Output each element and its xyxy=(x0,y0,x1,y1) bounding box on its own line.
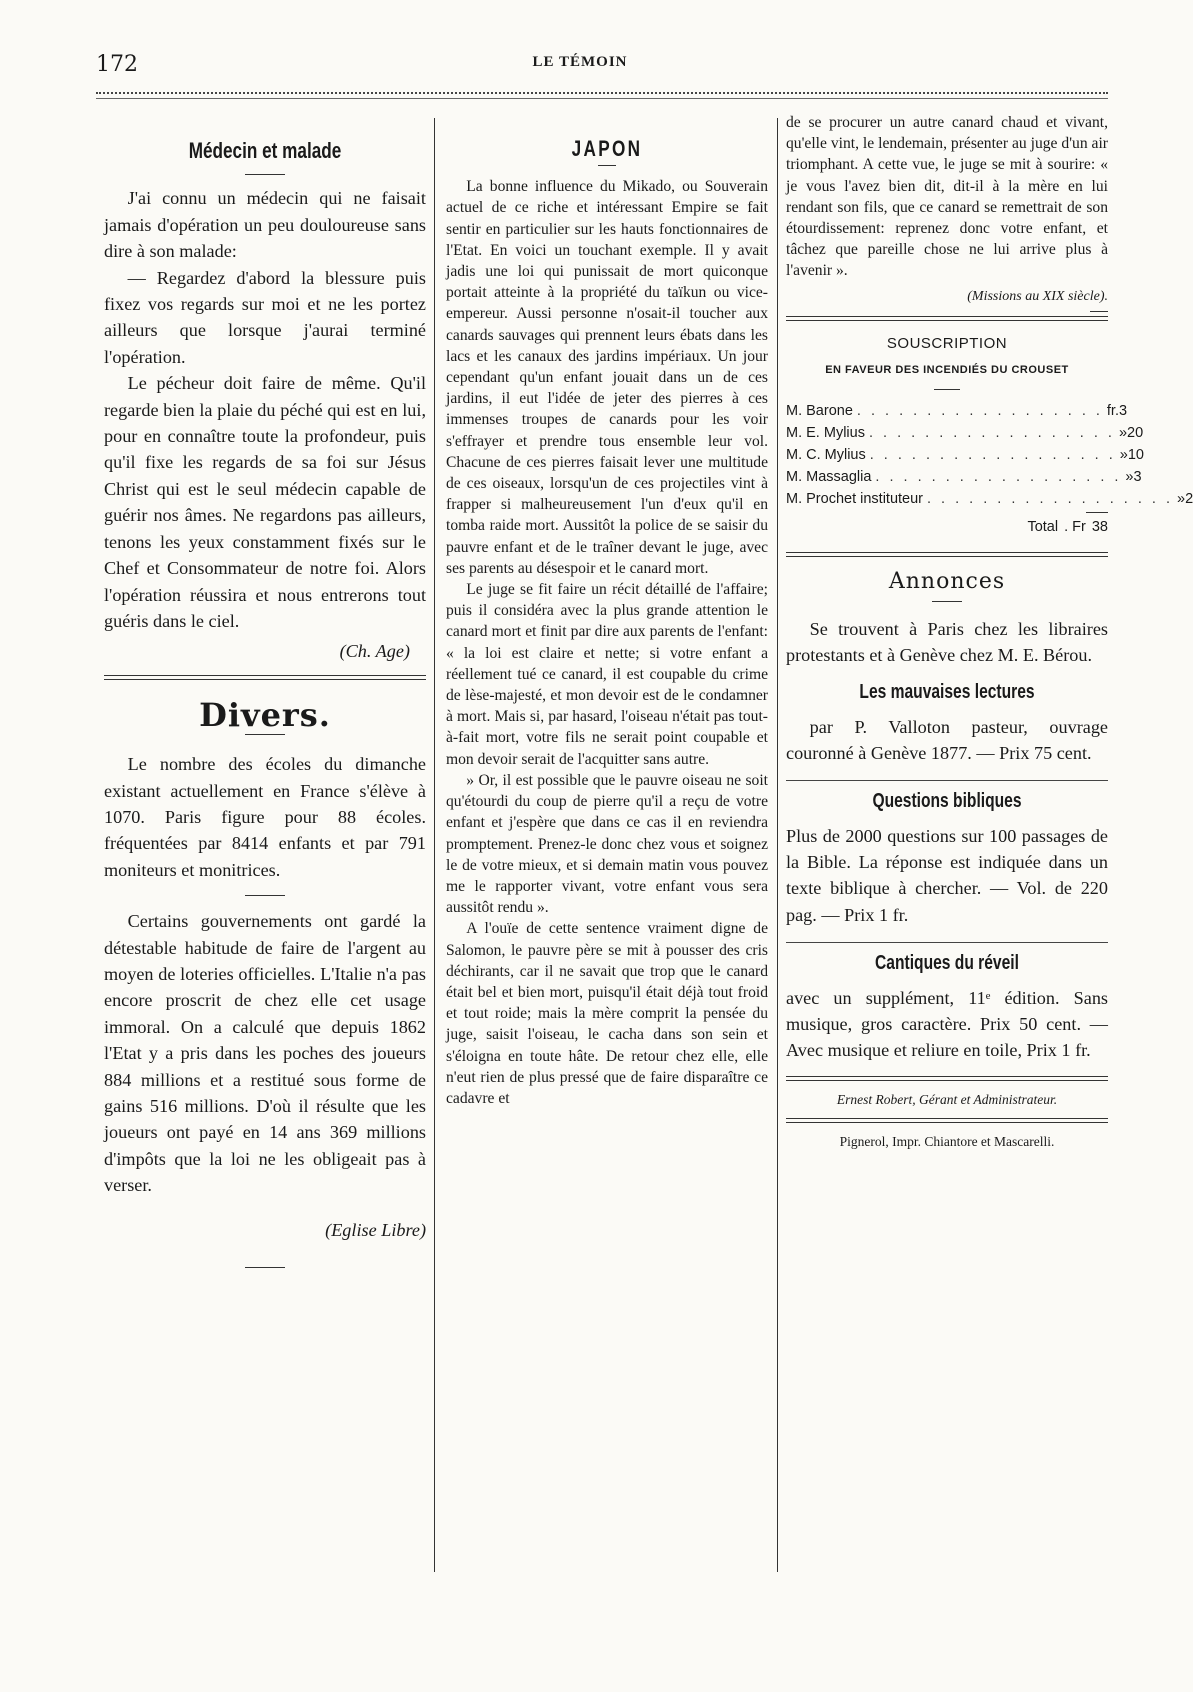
subscription-row xyxy=(786,444,1144,466)
subscriber-name: M. C. Mylius xyxy=(786,447,866,464)
article-paragraph: Le juge se fit faire un récit détaillé de l'affaire; puis il considéra avec la plus grande attention le canard mort et finit par dire aux parents de l'enfant: « la loi est claire et nette; si votre enfant a réellement tué ce canard, il est coupable du crime de lèse-majesté, et mon devoir est de le condamner à mort. Mais si, par hasard, l'oiseau n'était pas tout-à-fait mort, votre fils ne serait point coupable et mon devoir serait de l'acquitter sans autre. xyxy=(446,581,768,768)
annonces-title: Annonces xyxy=(888,569,1006,595)
subscription-title: SOUSCRIPTION xyxy=(886,334,1008,352)
subscription-amount: 2 xyxy=(1185,491,1193,508)
masthead-title: LE TÉMOIN xyxy=(532,54,628,70)
column-2 xyxy=(446,112,768,1109)
separator-dash xyxy=(245,734,285,735)
ad-title-mauvaises-lectures: Les mauvaises lectures xyxy=(859,681,1035,704)
article-paragraph: — Regardez d'abord la blessure puis fixez vos regards sur moi et ne les portez ailleurs que lorsque j'aurai terminé l'opération. xyxy=(104,267,426,367)
ad-text: par P. Valloton pasteur, ouvrage couronné à Genève 1877. — Prix 75 cent. xyxy=(786,716,1108,764)
subscriber-name: M. Barone xyxy=(786,403,853,420)
section-rule xyxy=(786,1118,1108,1123)
article-paragraph: Certains gouvernements ont gardé la détestable habitude de faire de l'argent au moyen de loteries officielles. L'Italie n'a pas encore proscrit de chez elle cet usage immoral. On a calculé que depuis 1862 l'Etat y a pris dans les poches des joueurs 884 millions et a restitué sous forme de gains 516 millions. D'où il résulte que les joueurs ont payé en 14 ans 369 millions d'impôts que la loi ne les obligeait pas à verser. xyxy=(104,911,426,1196)
section-rule xyxy=(786,1076,1108,1081)
subscriber-name: M. Massaglia xyxy=(786,469,872,486)
article-paragraph: de se procurer un autre canard chaud et vivant, qu'elle vint, le lendemain, présenter au juge d'un air triomphant. A cette vue, le juge se mit à sourire: « je vous l'avez bien dit, dit-il à la mère en lui rendant son fils, que ce canard se remettrait de son étourdissement: reprenez donc votre enfant, et tâchez que pareille chose ne lui arrive plus à l'avenir ». xyxy=(786,114,1108,280)
leader-dots: . . . . . . . . . . . . . . . . . . xyxy=(927,491,1173,508)
article-paragraph: Le pécheur doit faire de même. Qu'il regarde bien la plaie du péché qui est en lui, pour en connaître toute la profondeur, puis qu'il fixe les regards de sa foi sur Jésus Christ qui est le seul médecin capable de guérir nos âmes. Ne regardons pas ailleurs, tenons les yeux constamment fixés sur le Chef et Consommateur de notre foi. Alors l'opération réussira et nous entrerons tout guéris dans le ciel. xyxy=(104,373,426,631)
column-3 xyxy=(786,112,1193,1152)
currency-mark: » xyxy=(1125,469,1134,486)
subscription-amount: 20 xyxy=(1127,425,1144,442)
subscription-amount: 3 xyxy=(1133,469,1142,486)
separator-dash xyxy=(934,389,960,390)
subscription-list xyxy=(786,400,1193,510)
separator-dash xyxy=(1090,311,1108,312)
article-title-japon: JAPON xyxy=(571,136,643,161)
article-paragraph: Le nombre des écoles du dimanche existant actuellement en France s'élève à 1070. Paris figure pour 88 écoles. fréquentées par 8414 enfants et par 791 moniteurs et monitrices. xyxy=(104,754,426,880)
total-amount: 38 xyxy=(1091,519,1108,536)
header-rule xyxy=(96,92,1108,99)
subscription-amount: 3 xyxy=(1119,403,1128,420)
currency-mark: » xyxy=(1119,447,1128,464)
subscription-total xyxy=(786,517,1108,538)
article-paragraph: A l'ouïe de cette sentence vraiment digne de Salomon, le pauvre père se mit à pousser des cris déchirants, car il ne savait que trop que le canard était bel et bien mort, puisqu'il était déjà tout froid et tout roide; mais la mère comprit la pensée du juge, saisit l'oiseau, le cacha dans son sein et s'éloigna en toute hâte. De retour chez elle, elle n'eut rien de plus pressé que de faire disparaître ce cadavre et xyxy=(446,920,768,1107)
section-title-divers: Divers. xyxy=(199,695,331,734)
subscriber-name: M. E. Mylius xyxy=(786,425,865,442)
article-paragraph: La bonne influence du Mikado, ou Souverain actuel de ce riche et intéressant Empire se fait sentir en particulier sur les hauts fonctionnaires de l'Etat. En voici un touchant exemple. Il y avait jadis une loi qui punissait de mort quiconque portait atteinte à la propriété du taïkun ou vice-empereur. Aussi personne n'osait-il toucher aux canards sauvages qui prennent leurs ébats dans les lacs et les canaux des jardins impériaux. Un jour cependant qu'un enfant jouait dans un de ces jardins, il eut l'idée de jeter des pierres à ces immenses troupes de canards pour les voir s'effrayer et prendre tous ensemble leur vol. Chacune de ces pierres faisait lever une multitude de ces oiseaux, lorsqu'un de ces projectiles vint à frapper si malheureusement l'un d'eux qu'il en tomba raide mort. Aussitôt la police de se saisir du pauvre enfant et de le traîner devant le juge, avec ses parents au désespoir et le canard mort. xyxy=(446,178,768,577)
column-divider-1 xyxy=(434,118,435,1572)
subscriber-name: M. Prochet instituteur xyxy=(786,491,923,508)
total-currency: . Fr xyxy=(1064,519,1086,536)
separator-dash xyxy=(245,895,285,896)
leader-dots: . . . . . . . . . . . . . . . . . . xyxy=(875,469,1122,486)
subscription-amount: 10 xyxy=(1127,447,1144,464)
section-rule xyxy=(104,675,426,680)
total-label: Total xyxy=(1027,519,1059,536)
section-rule xyxy=(786,552,1108,557)
article-paragraph: » Or, il est possible que le pauvre oiseau ne soit qu'étourdi du coup de pierre qu'il a reçu de votre enfant et j'espère que dans ce cas il en reviendra promptement. Prenez-le donc chez vous et soignez le de votre mieux, et si demain matin vous pouvez me le rapporter vivant, votre enfant vous sera aussitôt rendu ». xyxy=(446,771,768,917)
subscription-row xyxy=(786,488,1193,510)
ad-title-cantiques: Cantiques du réveil xyxy=(875,952,1019,975)
separator-dash xyxy=(932,601,962,602)
column-divider-2 xyxy=(777,118,778,1572)
article-source: (Ch. Age) xyxy=(339,641,410,662)
article-source: (Missions au XIX siècle). xyxy=(967,288,1108,304)
footer-gerant: Ernest Robert, Gérant et Administrateur. xyxy=(836,1091,1058,1107)
ad-title-questions-bibliques: Questions bibliques xyxy=(872,790,1022,813)
leader-dots: . . . . . . . . . . . . . . . . . . xyxy=(868,425,1115,442)
separator-dash xyxy=(598,165,616,166)
subscription-row xyxy=(786,422,1144,444)
leader-dots: . . . . . . . . . . . . . . . . . . xyxy=(856,403,1103,420)
footer-imprimerie: Pignerol, Impr. Chiantore et Mascarelli. xyxy=(839,1133,1055,1149)
currency-mark: » xyxy=(1118,425,1128,442)
article-title-medecin: Médecin et malade xyxy=(188,138,342,163)
currency-mark: fr. xyxy=(1106,403,1119,420)
ad-rule xyxy=(786,780,1108,781)
annonce-paragraph: Se trouvent à Paris chez les libraires protestants et à Genève chez M. E. Bérou. xyxy=(786,618,1108,666)
separator-dash xyxy=(1086,512,1108,513)
section-rule xyxy=(786,316,1108,321)
leader-dots: . . . . . . . . . . . . . . . . . . xyxy=(869,447,1116,464)
subscription-row xyxy=(786,466,1142,488)
page-number: 172 xyxy=(96,52,138,77)
column-1 xyxy=(104,112,426,1292)
ad-text: avec un supplément, 11ᵉ édition. Sans musique, gros caractère. Prix 50 cent. — Avec musique et reliure en toile, Prix 1 fr. xyxy=(786,987,1108,1061)
currency-mark: » xyxy=(1177,491,1186,508)
ad-text: Plus de 2000 questions sur 100 passages de la Bible. La réponse est indiquée dans un texte biblique à chercher. — Vol. de 220 pag. — Prix 1 fr. xyxy=(786,825,1108,925)
ad-rule xyxy=(786,942,1108,943)
article-paragraph: J'ai connu un médecin qui ne faisait jamais d'opération un peu douloureuse sans dire à son malade: xyxy=(104,188,426,262)
separator-dash xyxy=(245,1267,285,1268)
subscription-subtitle: EN FAVEUR DES INCENDIÉS DU CROUSET xyxy=(825,364,1069,377)
article-source: (Eglise Libre) xyxy=(325,1219,426,1240)
separator-dash xyxy=(245,174,285,175)
subscription-row xyxy=(786,400,1128,422)
